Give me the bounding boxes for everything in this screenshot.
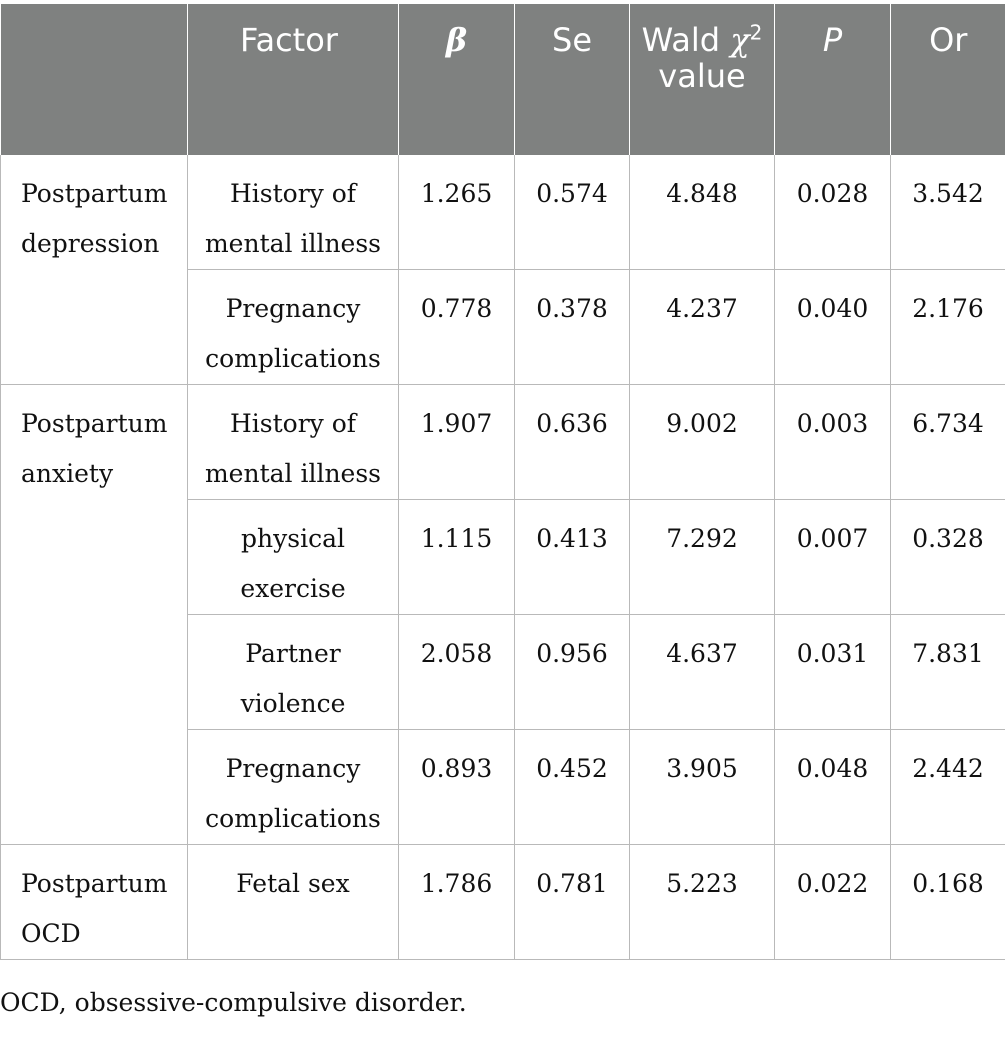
- factor-line: Pregnancy: [225, 294, 361, 323]
- se-cell: 0.413: [515, 500, 630, 615]
- se-cell: 0.452: [515, 730, 630, 845]
- p-cell: 0.048: [775, 730, 891, 845]
- table-row: [1, 385, 1005, 500]
- beta-cell: 1.265: [399, 155, 515, 270]
- outcome-cell: [1, 155, 188, 385]
- or-cell: 2.176: [891, 270, 1005, 385]
- header-wald-chi: [730, 21, 762, 59]
- se-cell: 0.378: [515, 270, 630, 385]
- wald-cell: 5.223: [630, 845, 775, 960]
- or-cell: 7.831: [891, 615, 1005, 730]
- wald-cell: 7.292: [630, 500, 775, 615]
- factor-cell: [188, 270, 399, 385]
- table-row: [1, 155, 1005, 270]
- factor-line: mental illness: [204, 459, 382, 488]
- p-cell: 0.028: [775, 155, 891, 270]
- or-cell: 6.734: [891, 385, 1005, 500]
- se-cell: 0.574: [515, 155, 630, 270]
- header-p-symbol: P: [822, 21, 843, 59]
- factor-cell: [188, 155, 399, 270]
- chi-symbol: χ: [730, 21, 750, 59]
- wald-cell: 4.237: [630, 270, 775, 385]
- se-cell: 0.781: [515, 845, 630, 960]
- factor-line: History of: [229, 179, 357, 208]
- p-cell: 0.007: [775, 500, 891, 615]
- factor-line: exercise: [240, 574, 346, 603]
- beta-cell: 1.786: [399, 845, 515, 960]
- outcome-line: OCD: [21, 919, 81, 948]
- results-table: [0, 4, 1005, 960]
- header-row: [1, 4, 1005, 155]
- outcome-line: Postpartum: [21, 179, 168, 208]
- beta-cell: 0.893: [399, 730, 515, 845]
- beta-cell: 1.115: [399, 500, 515, 615]
- factor-line: Partner: [245, 639, 341, 668]
- p-cell: 0.031: [775, 615, 891, 730]
- chi-superscript: 2: [749, 20, 763, 45]
- header-wald-value: value: [658, 57, 746, 95]
- outcome-line: Postpartum: [21, 869, 168, 898]
- header-beta-symbol: β: [445, 21, 468, 59]
- p-cell: 0.003: [775, 385, 891, 500]
- header-factor: Factor: [188, 4, 399, 155]
- factor-line: History of: [229, 409, 357, 438]
- wald-cell: 9.002: [630, 385, 775, 500]
- factor-cell: [188, 500, 399, 615]
- header-wald: [630, 4, 775, 155]
- wald-cell: 4.637: [630, 615, 775, 730]
- header-beta: [399, 4, 515, 155]
- outcome-cell: [1, 385, 188, 845]
- header-wald-word: Wald: [641, 21, 721, 59]
- wald-cell: 4.848: [630, 155, 775, 270]
- or-cell: 0.328: [891, 500, 1005, 615]
- wald-cell: 3.905: [630, 730, 775, 845]
- table-footnote: OCD, obsessive-compulsive disorder.: [0, 988, 467, 1017]
- or-cell: 2.442: [891, 730, 1005, 845]
- outcome-cell: [1, 845, 188, 960]
- header-or: Or: [891, 4, 1005, 155]
- or-cell: 3.542: [891, 155, 1005, 270]
- table-header: [1, 4, 1005, 155]
- header-p: [775, 4, 891, 155]
- outcome-line: anxiety: [21, 459, 114, 488]
- or-cell: 0.168: [891, 845, 1005, 960]
- factor-line: violence: [240, 689, 346, 718]
- se-cell: 0.956: [515, 615, 630, 730]
- beta-cell: 1.907: [399, 385, 515, 500]
- outcome-line: Postpartum: [21, 409, 168, 438]
- factor-line: complications: [205, 804, 381, 833]
- outcome-line: depression: [21, 229, 160, 258]
- factor-cell: [188, 730, 399, 845]
- factor-line: Fetal sex: [236, 869, 350, 898]
- beta-cell: 2.058: [399, 615, 515, 730]
- factor-line: physical: [241, 524, 345, 553]
- beta-cell: 0.778: [399, 270, 515, 385]
- header-outcome: [1, 4, 188, 155]
- factor-cell: [188, 845, 399, 960]
- table-row: [1, 845, 1005, 960]
- factor-line: complications: [205, 344, 381, 373]
- se-cell: 0.636: [515, 385, 630, 500]
- header-se: Se: [515, 4, 630, 155]
- factor-line: mental illness: [204, 229, 382, 258]
- factor-cell: [188, 615, 399, 730]
- p-cell: 0.022: [775, 845, 891, 960]
- table-body: [1, 155, 1005, 960]
- factor-cell: [188, 385, 399, 500]
- p-cell: 0.040: [775, 270, 891, 385]
- factor-line: Pregnancy: [225, 754, 361, 783]
